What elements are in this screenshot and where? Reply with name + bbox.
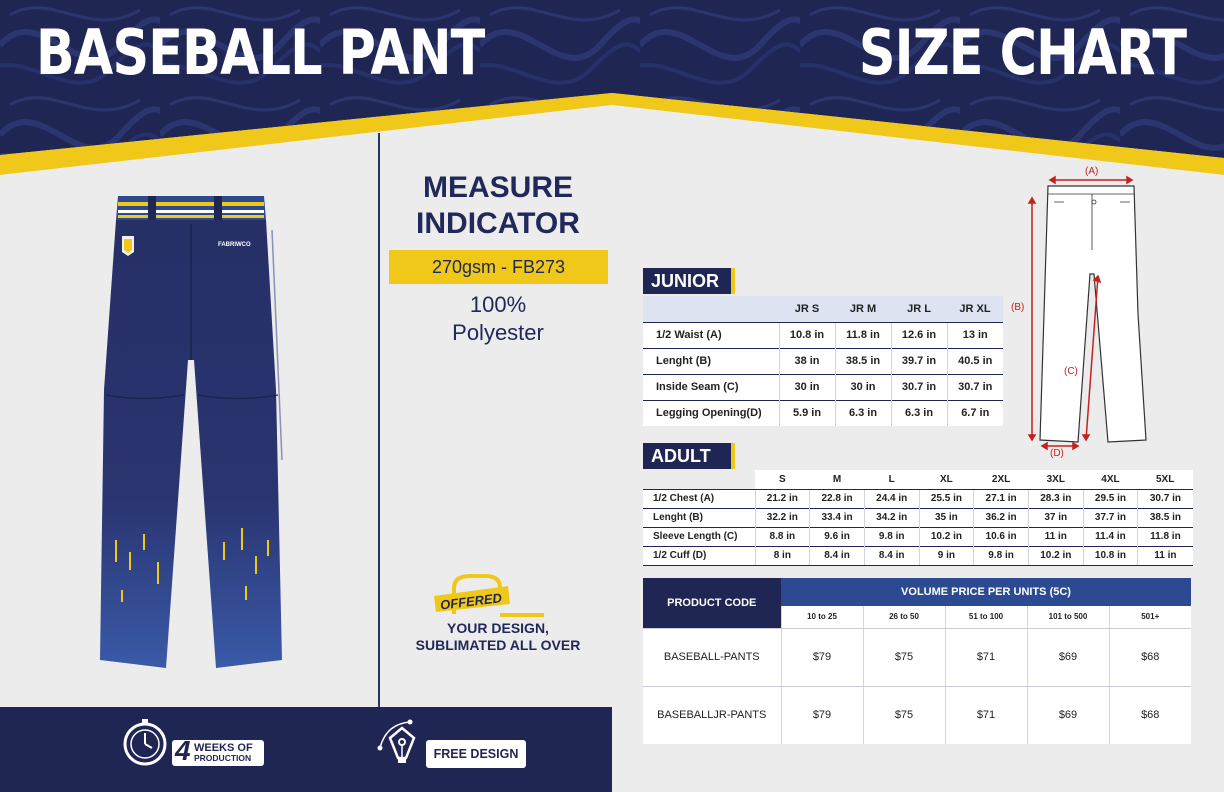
- offered-badge: [430, 574, 550, 618]
- size-header: XL: [919, 470, 974, 489]
- table-cell: 27.1 in: [974, 489, 1029, 508]
- price-cell: $75: [863, 686, 945, 744]
- stopwatch-icon: [120, 717, 170, 767]
- price-cell: $75: [863, 628, 945, 686]
- table-cell: 8.4 in: [864, 546, 919, 565]
- table-row: [643, 348, 1003, 374]
- table-row: [643, 374, 1003, 400]
- table-cell: 37 in: [1028, 508, 1083, 527]
- table-cell: 5.9 in: [779, 400, 835, 426]
- table-cell: 10.8 in: [1083, 546, 1138, 565]
- junior-section-label: JUNIOR: [643, 268, 731, 294]
- material-spec: [388, 291, 608, 347]
- table-row: [643, 322, 1003, 348]
- junior-header-row: [643, 296, 1003, 322]
- size-header: 4XL: [1083, 470, 1138, 489]
- table-cell: 24.4 in: [864, 489, 919, 508]
- table-cell: 12.6 in: [891, 322, 947, 348]
- table-row: [643, 489, 1193, 508]
- product-code: BASEBALL-PANTS: [643, 628, 781, 686]
- row-label: Lenght (B): [643, 348, 779, 374]
- pen-nib-icon: [376, 718, 428, 768]
- table-cell: 38 in: [779, 348, 835, 374]
- weeks-of-production-badge: [172, 735, 264, 766]
- table-cell: 22.8 in: [810, 489, 865, 508]
- table-cell: 30.7 in: [947, 374, 1003, 400]
- table-cell: 9.8 in: [864, 527, 919, 546]
- table-cell: 34.2 in: [864, 508, 919, 527]
- size-header: JR M: [835, 296, 891, 322]
- table-cell: 30 in: [779, 374, 835, 400]
- price-cell: $68: [1109, 686, 1191, 744]
- product-code-header: PRODUCT CODE: [643, 578, 781, 628]
- row-label: Lenght (B): [643, 508, 755, 527]
- size-header: JR S: [779, 296, 835, 322]
- row-label: 1/2 Waist (A): [643, 322, 779, 348]
- material-line2: Polyester: [452, 320, 544, 345]
- weeks-line1: WEEKS OF: [194, 742, 253, 754]
- header-corner-cell: [643, 296, 779, 322]
- row-label: Legging Opening(D): [643, 400, 779, 426]
- table-cell: 37.7 in: [1083, 508, 1138, 527]
- price-cell: $68: [1109, 628, 1191, 686]
- diagram-label-c: (C): [1064, 366, 1078, 377]
- diagram-label-a: (A): [1085, 166, 1099, 177]
- pant-outline-diagram: [1010, 164, 1180, 464]
- size-header: JR L: [891, 296, 947, 322]
- table-cell: 30.7 in: [891, 374, 947, 400]
- table-cell: 10.2 in: [919, 527, 974, 546]
- quantity-header: 26 to 50: [863, 606, 945, 628]
- brand-label: FABRIWCO: [218, 242, 251, 248]
- table-cell: 32.2 in: [755, 508, 810, 527]
- measurement-diagram: [1010, 164, 1180, 464]
- offered-line1: YOUR DESIGN,: [447, 620, 549, 636]
- table-cell: 11 in: [1028, 527, 1083, 546]
- table-cell: 10.2 in: [1028, 546, 1083, 565]
- table-cell: 9.8 in: [974, 546, 1029, 565]
- price-header-row: [643, 578, 1191, 606]
- measure-indicator-title: [388, 170, 608, 242]
- table-cell: 11.8 in: [835, 322, 891, 348]
- adult-size-table: [643, 470, 1193, 566]
- adult-section-label: ADULT: [643, 443, 731, 469]
- size-header: S: [755, 470, 810, 489]
- size-header: 3XL: [1028, 470, 1083, 489]
- page-title-left: BASEBALL PANT: [36, 16, 485, 89]
- price-cell: $79: [781, 686, 863, 744]
- table-cell: 9 in: [919, 546, 974, 565]
- table-cell: 36.2 in: [974, 508, 1029, 527]
- material-line1: 100%: [469, 292, 527, 317]
- price-cell: $79: [781, 628, 863, 686]
- table-cell: 11.8 in: [1138, 527, 1193, 546]
- table-cell: 13 in: [947, 322, 1003, 348]
- product-code: BASEBALLJR-PANTS: [643, 686, 781, 744]
- header-banner: [0, 0, 1224, 175]
- table-cell: 39.7 in: [891, 348, 947, 374]
- offered-badge-text: OFFERED: [439, 590, 503, 613]
- header-corner-cell: [643, 470, 755, 489]
- table-cell: 35 in: [919, 508, 974, 527]
- table-cell: 8.8 in: [755, 527, 810, 546]
- price-cell: $69: [1027, 628, 1109, 686]
- table-row: [643, 508, 1193, 527]
- fabric-spec: 270gsm - FB273: [389, 250, 608, 284]
- table-cell: 40.5 in: [947, 348, 1003, 374]
- size-header: L: [864, 470, 919, 489]
- measure-title-line1: MEASURE: [422, 171, 573, 204]
- measure-title-line2: INDICATOR: [416, 207, 580, 240]
- table-row: [643, 527, 1193, 546]
- free-design-badge: FREE DESIGN: [426, 740, 526, 768]
- price-cell: $71: [945, 628, 1027, 686]
- row-label: Sleeve Length (C): [643, 527, 755, 546]
- row-label: 1/2 Chest (A): [643, 489, 755, 508]
- weeks-number: 4: [175, 735, 191, 766]
- table-cell: 38.5 in: [1138, 508, 1193, 527]
- table-cell: 11 in: [1138, 546, 1193, 565]
- table-cell: 21.2 in: [755, 489, 810, 508]
- vertical-divider: [378, 133, 380, 707]
- table-row: [643, 400, 1003, 426]
- size-header: 2XL: [974, 470, 1029, 489]
- table-row: [643, 628, 1191, 686]
- offered-description: [398, 620, 598, 654]
- table-cell: 30 in: [835, 374, 891, 400]
- table-cell: 10.8 in: [779, 322, 835, 348]
- diagram-label-b: (B): [1011, 302, 1025, 313]
- quantity-header: 10 to 25: [781, 606, 863, 628]
- quantity-header: 51 to 100: [945, 606, 1027, 628]
- table-cell: 33.4 in: [810, 508, 865, 527]
- diagram-label-d: (D): [1050, 448, 1064, 459]
- table-cell: 28.3 in: [1028, 489, 1083, 508]
- table-cell: 8.4 in: [810, 546, 865, 565]
- table-cell: 9.6 in: [810, 527, 865, 546]
- table-cell: 29.5 in: [1083, 489, 1138, 508]
- price-cell: $69: [1027, 686, 1109, 744]
- table-cell: 6.3 in: [891, 400, 947, 426]
- volume-price-table: [643, 578, 1191, 744]
- table-cell: 38.5 in: [835, 348, 891, 374]
- volume-price-header: VOLUME PRICE PER UNITS (5C): [781, 578, 1191, 606]
- price-cell: $71: [945, 686, 1027, 744]
- size-header: 5XL: [1138, 470, 1193, 489]
- table-row: [643, 546, 1193, 565]
- quantity-header: 501+: [1109, 606, 1191, 628]
- junior-size-table: [643, 296, 1003, 426]
- table-cell: 10.6 in: [974, 527, 1029, 546]
- row-label: 1/2 Cuff (D): [643, 546, 755, 565]
- table-cell: 6.3 in: [835, 400, 891, 426]
- quantity-header: 101 to 500: [1027, 606, 1109, 628]
- table-cell: 11.4 in: [1083, 527, 1138, 546]
- table-cell: 6.7 in: [947, 400, 1003, 426]
- table-cell: 8 in: [755, 546, 810, 565]
- row-label: Inside Seam (C): [643, 374, 779, 400]
- table-row: [643, 686, 1191, 744]
- page-title-right: SIZE CHART: [858, 16, 1186, 89]
- weeks-line2: PRODUCTION: [194, 753, 252, 763]
- adult-header-row: [643, 470, 1193, 489]
- size-header: M: [810, 470, 865, 489]
- table-cell: 30.7 in: [1138, 489, 1193, 508]
- table-cell: 25.5 in: [919, 489, 974, 508]
- size-header: JR XL: [947, 296, 1003, 322]
- offered-line2: SUBLIMATED ALL OVER: [415, 637, 581, 653]
- baseball-pant-image: [96, 190, 286, 680]
